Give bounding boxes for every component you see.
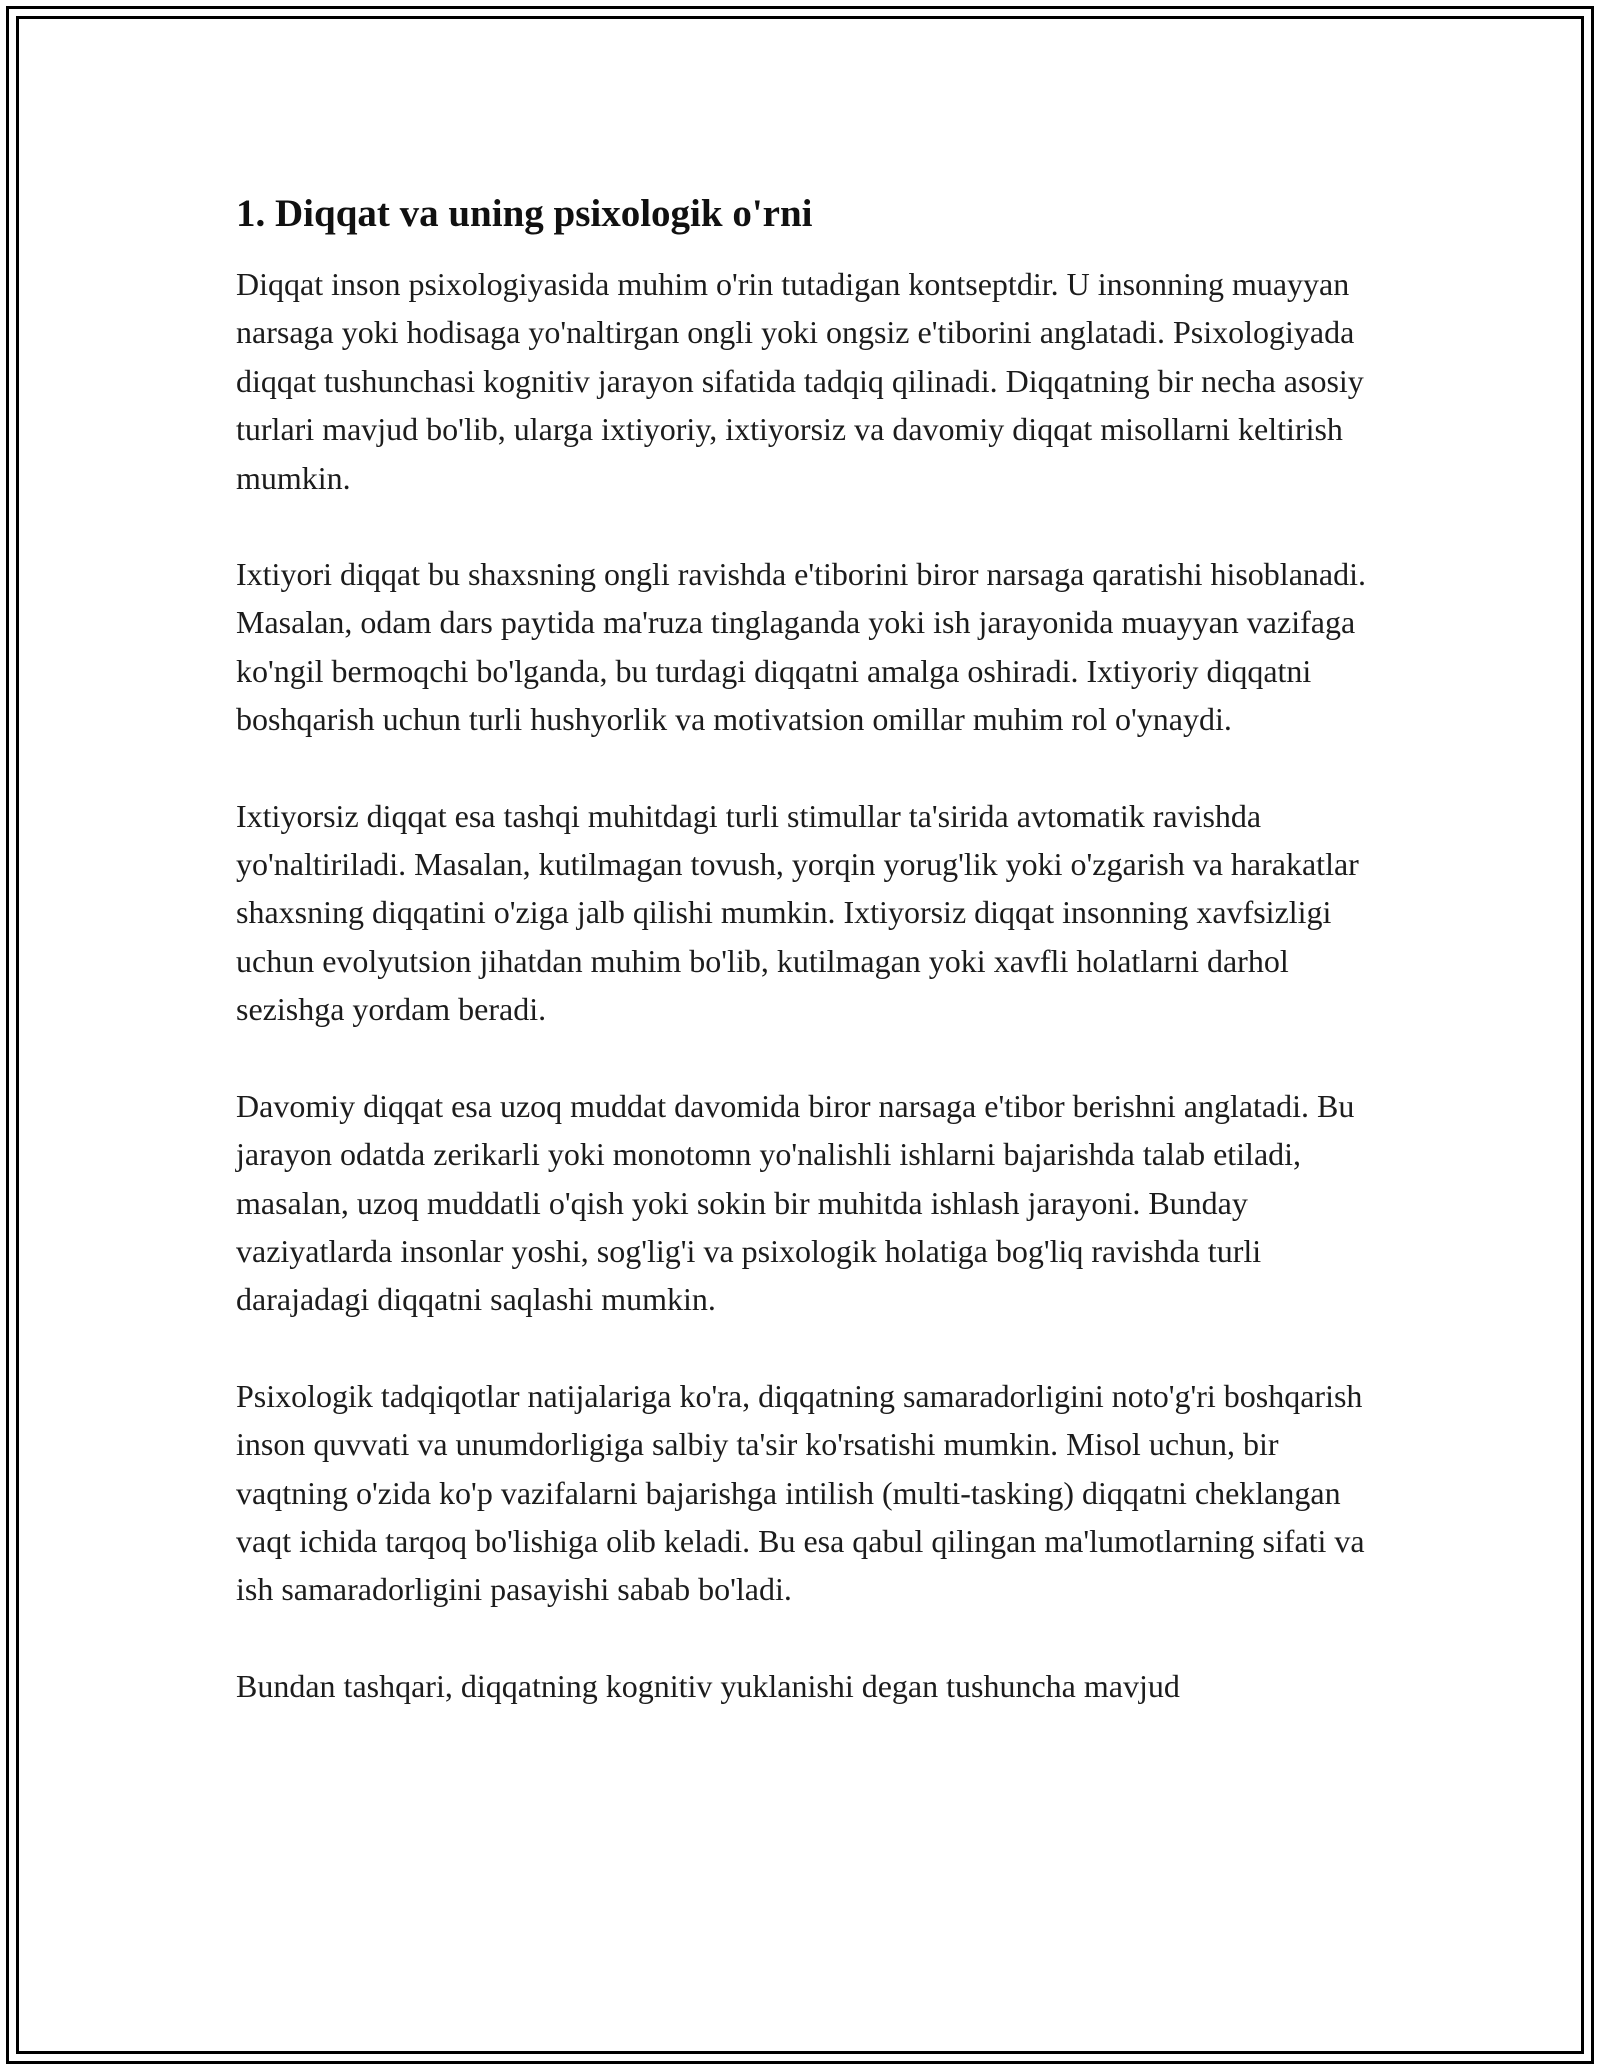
- paragraph-1: Diqqat inson psixologiyasida muhim o'rin tutadigan kontseptdir. U insonning muayyan narsaga yoki hodisaga yo'naltirgan ongli yoki ongsiz e'tiborini anglatadi. Psixologiyada diqqat tushunchasi kognitiv jarayon sifatida tadqiq qilinadi. Diqqatning bir necha asosiy turlari mavjud bo'lib, ularga ixtiyoriy, ixtiyorsiz va davomiy diqqat misollarni keltirish mumkin.: [236, 266, 1364, 496]
- paragraph-3: Ixtiyorsiz diqqat esa tashqi muhitdagi turli stimullar ta'sirida avtomatik ravishda yo'naltiriladi. Masalan, kutilmagan tovush, yorqin yorug'lik yoki o'zgarish va harakatlar shaxsning diqqatini o'ziga jalb qilishi mumkin. Ixtiyorsiz diqqat insonning xavfsizligi uchun evolyutsion jihatdan muhim bo'lib, kutilmagan yoki xavfli holatlarni darhol sezishga yordam beradi.: [236, 797, 1359, 1028]
- paragraph-5: Psixologik tadqiqotlar natijalariga ko'ra, diqqatning samaradorligini noto'g'ri boshqarish inson quvvati va unumdorligiga salbiy ta'sir ko'rsatishi mumkin. Misol uchun, bir vaqtning o'zida ko'p vazifalarni bajarishga intilish (multi-tasking) diqqatni cheklangan vaqt ichida tarqoq bo'lishiga olib keladi. Bu esa qabul qilingan ma'lumotlarning sifati va ish samaradorligini pasayishi sabab bo'ladi.: [236, 1377, 1365, 1608]
- document-body: [236, 188, 1386, 1758]
- section-title: 1. Diqqat va uning psixologik o'rni: [236, 192, 813, 235]
- paragraph-2: Ixtiyori diqqat bu shaxsning ongli ravishda e'tiborini biror narsaga qaratishi hisoblanadi. Masalan, odam dars paytida ma'ruza tinglaganda yoki ish jarayonida muayyan vazifaga ko'ngil bermoqchi bo'lganda, bu turdagi diqqatni amalga oshiradi. Ixtiyoriy diqqatni boshqarish uchun turli hushyorlik va motivatsion omillar muhim rol o'ynaydi.: [236, 556, 1366, 738]
- paragraph-6: Bundan tashqari, diqqatning kognitiv yuklanishi degan tushuncha mavjud: [236, 1667, 1180, 1704]
- paragraph-4: Davomiy diqqat esa uzoq muddat davomida biror narsaga e'tibor berishni anglatadi. Bu jarayon odatda zerikarli yoki monotomn yo'nalishli ishlarni bajarishda talab etiladi, masalan, uzoq muddatli o'qish yoki sokin bir muhitda ishlash jarayoni. Bunday vaziyatlarda insonlar yoshi, sog'lig'i va psixologik holatiga bog'liq ravishda turli darajadagi diqqatni saqlashi mumkin.: [236, 1087, 1355, 1318]
